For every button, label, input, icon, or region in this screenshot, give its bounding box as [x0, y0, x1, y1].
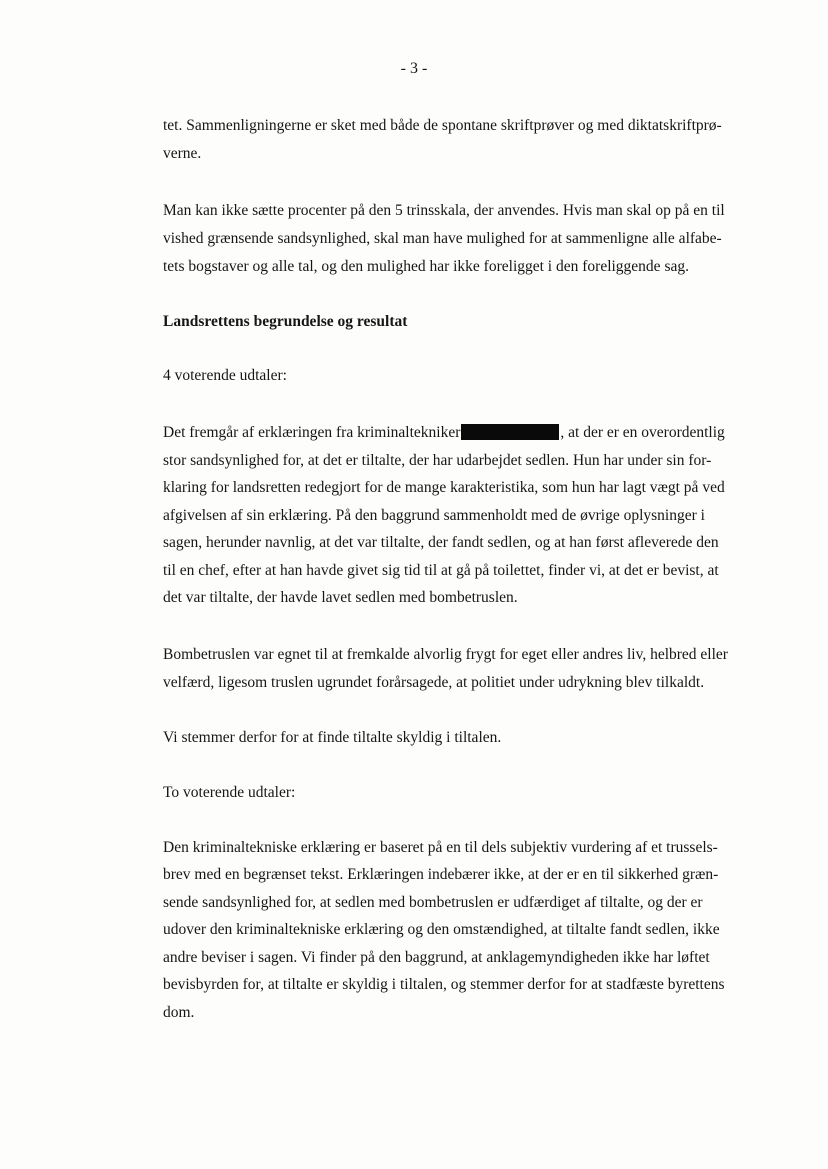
text-line: verne. [163, 145, 202, 162]
text-line: tets bogstaver og alle tal, og den mulighed har ikke foreligget i den foreliggende sag. [163, 258, 689, 275]
text-line: Den kriminaltekniske erklæring er baseret på en til dels subjektiv vurdering af et trussels- [163, 839, 718, 856]
text-line: brev med en begrænset tekst. Erklæringen indebærer ikke, at der er en til sikkerhed græn- [163, 866, 719, 883]
text-line: dom. [163, 1004, 195, 1021]
text-line: klaring for landsretten redegjort for de mange karakteristika, som hun har lagt vægt på ved [163, 479, 725, 496]
text-line: vished grænsende sandsynlighed, skal man have mulighed for at sammenligne alle alfabe- [163, 230, 722, 247]
heading-text: Landsrettens begrundelse og resultat [163, 313, 408, 330]
text-line: velfærd, ligesom truslen ugrundet forårsagede, at politiet under udrykning blev tilkaldt. [163, 674, 705, 691]
text-fragment: Det fremgår af erklæringen fra kriminaltekniker [163, 424, 461, 441]
text-line: bevisbyrden for, at tiltalte er skyldig i tiltalen, og stemmer derfor for at stadfæste byrettens [163, 976, 725, 993]
text-line: afgivelsen af sin erklæring. På den baggrund sammenholdt med de øvrige oplysninger i [163, 507, 705, 524]
page-number: - 3 - [400, 60, 428, 77]
redaction-bar [461, 424, 559, 440]
text-line: det var tiltalte, der havde lavet sedlen med bombetruslen. [163, 589, 518, 606]
text-line: To voterende udtaler: [163, 784, 296, 801]
text-line: andre beviser i sagen. Vi finder på den baggrund, at anklagemyndigheden ikke har løftet [163, 949, 710, 966]
text-line: Vi stemmer derfor for at finde tiltalte skyldig i tiltalen. [163, 729, 502, 746]
text-line: til en chef, efter at han havde givet sig tid til at gå på toilettet, finder vi, at det er bevist, at [163, 562, 719, 579]
text-line: tet. Sammenligningerne er sket med både de spontane skriftprøver og med diktatskriftprø- [163, 117, 722, 134]
text-line: Bombetruslen var egnet til at fremkalde alvorlig frygt for eget eller andres liv, helbred eller [163, 646, 728, 663]
text-fragment: , at der er en overordentlig [560, 424, 725, 441]
text-line [163, 423, 725, 443]
text-line: sende sandsynlighed for, at sedlen med bombetruslen er udfærdiget af tiltalte, og der er [163, 894, 703, 911]
text-line: Man kan ikke sætte procenter på den 5 trinsskala, der anvendes. Hvis man skal op på en til [163, 202, 725, 219]
text-line: udover den kriminaltekniske erklæring og den omstændighed, at tiltalte fandt sedlen, ikke [163, 921, 720, 938]
text-line: sagen, herunder navnlig, at det var tiltalte, der fandt sedlen, og at han først afleverede den [163, 534, 719, 551]
text-line: stor sandsynlighed for, at det er tiltalte, der har udarbejdet sedlen. Hun har under sin for- [163, 452, 712, 469]
text-line: 4 voterende udtaler: [163, 367, 287, 384]
